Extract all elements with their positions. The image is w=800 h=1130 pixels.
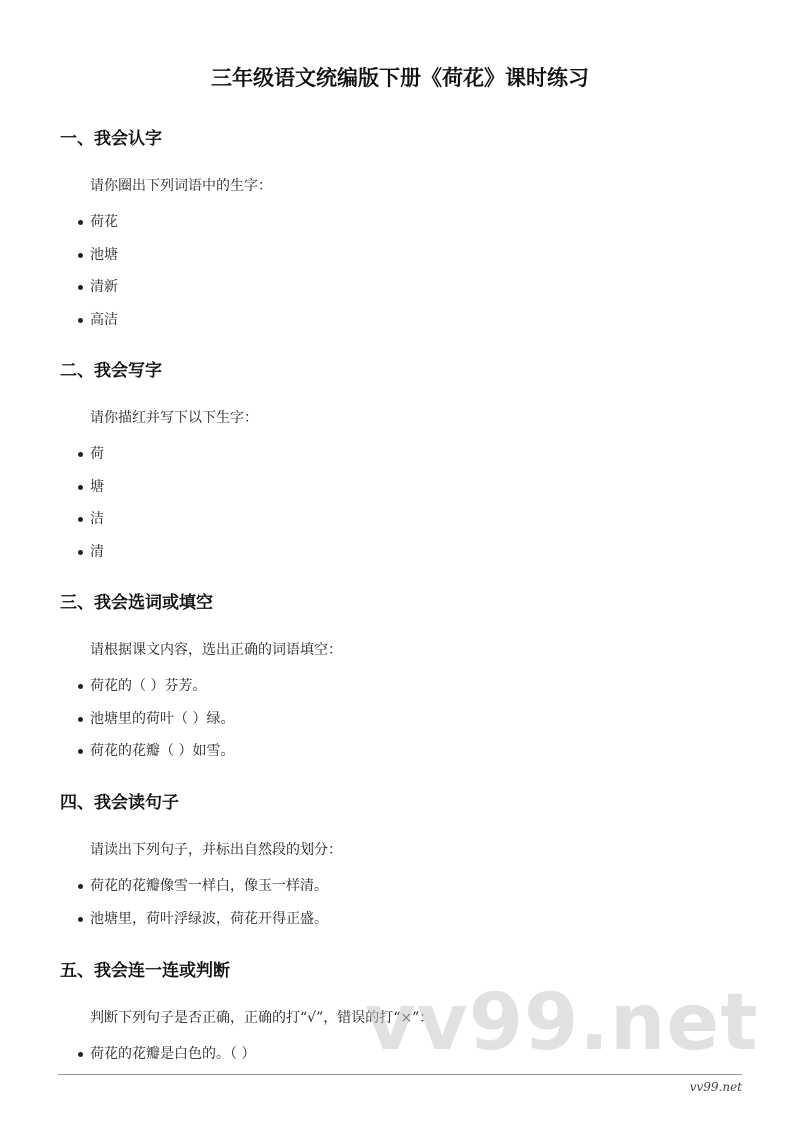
section-instruction: 请根据课文内容，选出正确的词语填空： <box>90 642 342 658</box>
footer-divider <box>58 1074 742 1075</box>
list-item: 荷花的花瓣是白色的。（ ） <box>60 1045 750 1078</box>
section-heading: 五、我会连一连或判断 <box>60 961 230 981</box>
list-item: 高洁 <box>60 311 750 344</box>
list-item: 荷花 <box>60 213 750 246</box>
list-item: 塘 <box>60 478 750 511</box>
list-item: 洁 <box>60 510 750 543</box>
list-item: 池塘里的荷叶（ ）绿。 <box>60 710 750 743</box>
list-item: 池塘 <box>60 246 750 279</box>
section-2 <box>60 356 750 575</box>
watermark: vv99.net <box>365 978 759 1068</box>
item-list <box>60 445 750 575</box>
list-item: 池塘里，荷叶浮绿波，荷花开得正盛。 <box>60 910 750 943</box>
section-instruction: 判断下列句子是否正确，正确的打“√”，错误的打“×”： <box>90 1010 434 1026</box>
section-heading: 四、我会读句子 <box>60 793 179 813</box>
section-heading: 三、我会选词或填空 <box>60 593 213 613</box>
page-title: 三年级语文统编版下册《荷花》课时练习 <box>211 66 589 90</box>
list-item: 荷 <box>60 445 750 478</box>
item-list <box>60 877 750 942</box>
section-5 <box>60 956 750 1078</box>
footer-site-label: vv99.net <box>689 1080 742 1094</box>
list-item: 荷花的花瓣像雪一样白，像玉一样清。 <box>60 877 750 910</box>
section-instruction: 请你描红并写下以下生字： <box>90 410 258 426</box>
item-list <box>60 677 750 775</box>
section-4 <box>60 788 750 942</box>
list-item: 荷花的（ ）芬芳。 <box>60 677 750 710</box>
section-1 <box>60 124 750 343</box>
item-list <box>60 213 750 343</box>
list-item: 清新 <box>60 278 750 311</box>
section-heading: 一、我会认字 <box>60 129 162 149</box>
list-item: 荷花的花瓣（ ）如雪。 <box>60 742 750 775</box>
list-item: 清 <box>60 543 750 576</box>
section-instruction: 请读出下列句子，并标出自然段的划分： <box>90 842 342 858</box>
section-3 <box>60 588 750 775</box>
section-instruction: 请你圈出下列词语中的生字： <box>90 178 272 194</box>
item-list <box>60 1045 750 1078</box>
section-heading: 二、我会写字 <box>60 361 162 381</box>
